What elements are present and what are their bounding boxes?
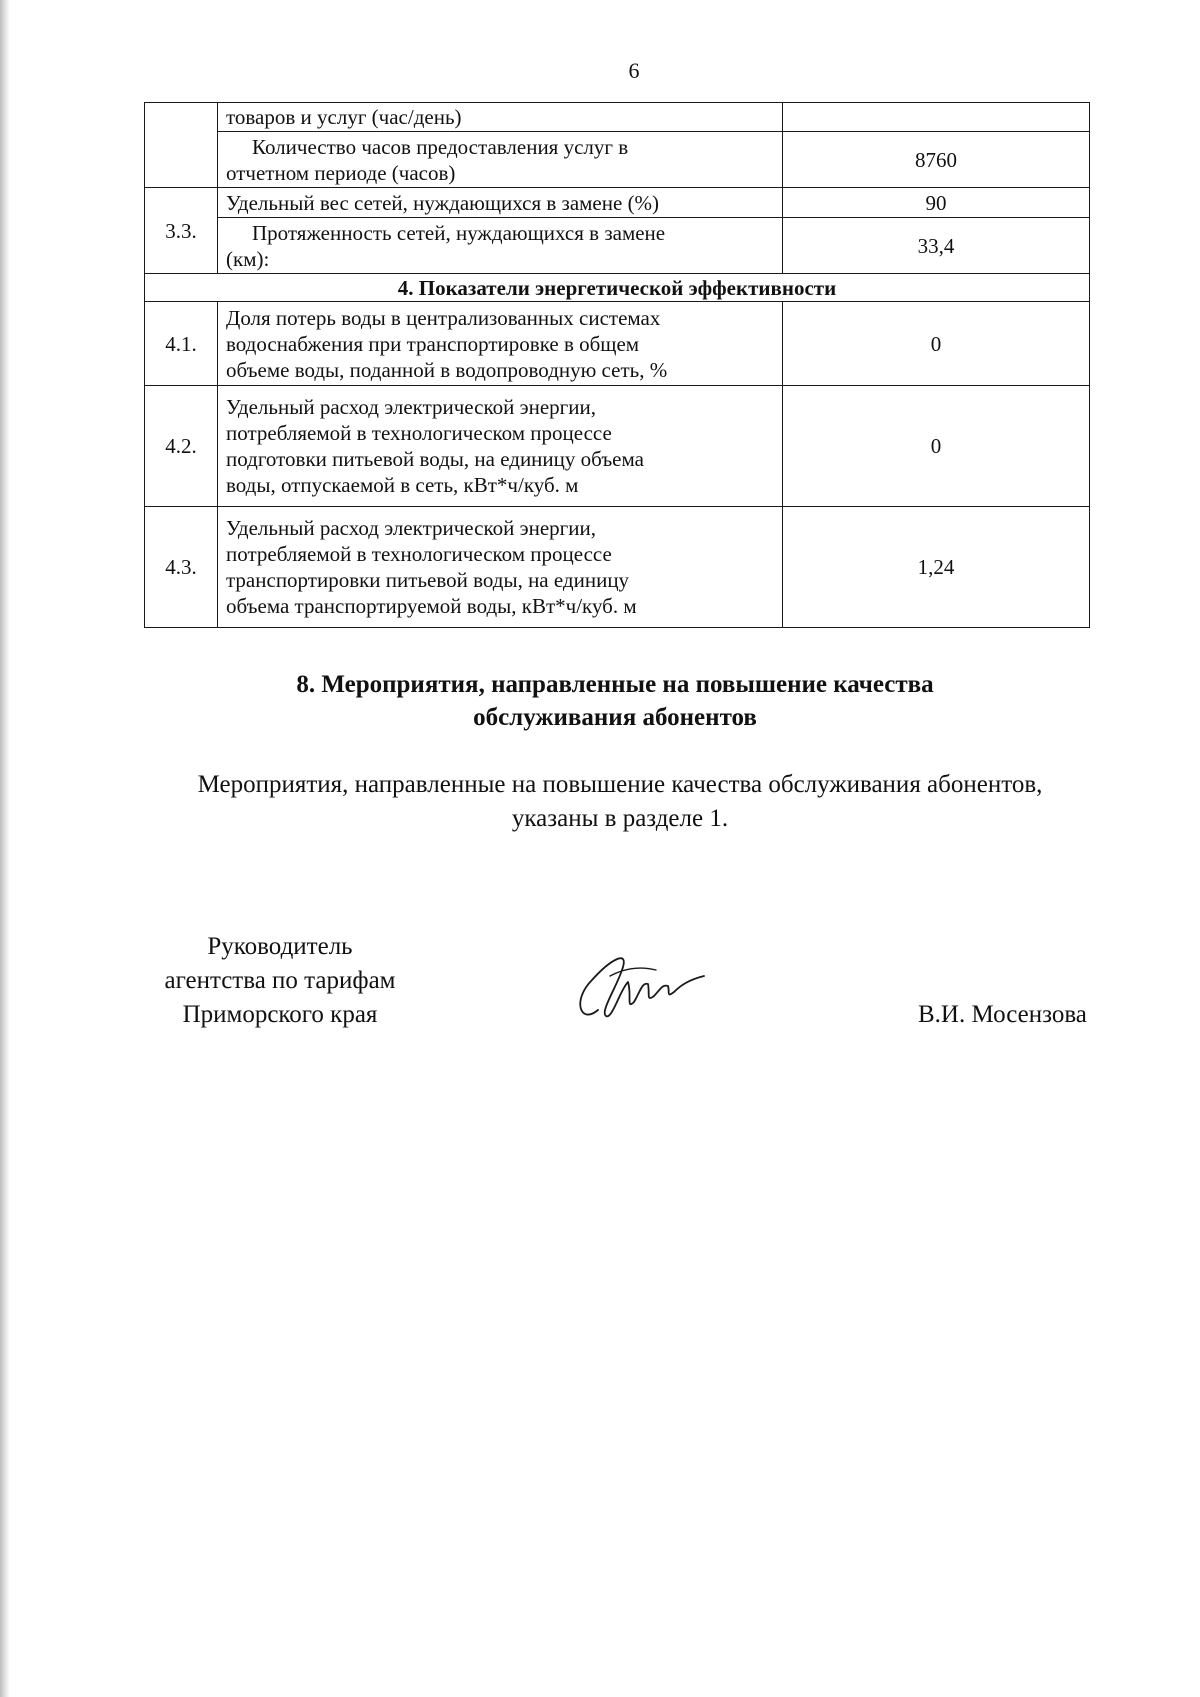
row-number: 4.1. xyxy=(145,302,218,386)
signer-position xyxy=(135,930,425,1032)
table-section-row xyxy=(145,274,1090,302)
body-line: указаны в разделе 1. xyxy=(511,805,729,832)
section-8-title xyxy=(200,668,1030,734)
table-cell xyxy=(218,103,783,132)
table-row xyxy=(145,507,1090,628)
row-description-line: транспортировки питьевой воды, на единицу xyxy=(226,568,630,592)
body-line: Мероприятия, направленные на повышение качества обслуживания абонентов, xyxy=(197,771,1043,798)
row-description-line: Удельный расход электрической энергии, xyxy=(226,395,597,419)
table-cell xyxy=(218,302,783,386)
signer-position-line: агентства по тарифам xyxy=(164,967,396,994)
row-description-line: потребляемой в технологическом процессе xyxy=(226,421,612,445)
table-cell xyxy=(218,386,783,507)
row-number-cell xyxy=(145,103,218,188)
signer-name: В.И. Мосензова xyxy=(918,1001,1087,1028)
row-value: 1,24 xyxy=(783,507,1090,628)
scan-edge-shadow xyxy=(0,0,10,1697)
row-description-line: Удельный расход электрической энергии, xyxy=(226,516,597,540)
row-description-line: Количество часов предоставления услуг в xyxy=(252,134,629,159)
table-row xyxy=(145,103,1090,132)
section-title-line: обслуживания абонентов xyxy=(473,704,757,731)
table-cell xyxy=(218,507,783,628)
section-8-body xyxy=(140,768,1100,836)
row-description-line: Протяженность сетей, нуждающихся в замене xyxy=(252,220,666,245)
table-cell xyxy=(218,132,783,188)
row-description-line: потребляемой в технологическом процессе xyxy=(226,542,612,566)
signer-position-line: Приморского края xyxy=(182,1001,378,1028)
page-number: 6 xyxy=(628,58,640,83)
row-description-line: водоснабжения при транспортировке в общем xyxy=(226,331,640,356)
signer-position-line: Руководитель xyxy=(207,933,353,960)
row-value: 0 xyxy=(783,302,1090,386)
row-description-line: воды, отпускаемой в сеть, кВт*ч/куб. м xyxy=(226,473,579,497)
handwritten-signature xyxy=(570,940,710,1030)
row-value: 0 xyxy=(783,386,1090,507)
row-description-line: Доля потерь воды в централизованных системах xyxy=(226,305,661,330)
row-value xyxy=(783,103,1090,132)
table-row xyxy=(145,218,1090,274)
row-value: 8760 xyxy=(783,132,1090,188)
row-description-line: объема транспортируемой воды, кВт*ч/куб. м xyxy=(226,594,637,618)
row-description-line: отчетном периоде (часов) xyxy=(226,160,456,185)
row-value: 90 xyxy=(783,188,1090,218)
row-description: Удельный вес сетей, нуждающихся в замене (%) xyxy=(226,190,660,215)
indicators-table xyxy=(144,102,1090,628)
row-number: 4.3. xyxy=(145,507,218,628)
section-heading: 4. Показатели энергетической эффективности xyxy=(145,274,1090,302)
row-number: 3.3. xyxy=(145,188,218,274)
table-cell xyxy=(218,188,783,218)
table-row xyxy=(145,386,1090,507)
row-value: 33,4 xyxy=(783,218,1090,274)
section-title-line: 8. Мероприятия, направленные на повышение качества xyxy=(296,671,934,698)
table-row xyxy=(145,188,1090,218)
row-description: товаров и услуг (час/день) xyxy=(226,105,462,129)
table-cell xyxy=(218,218,783,274)
row-number: 4.2. xyxy=(145,386,218,507)
row-description-line: (км): xyxy=(226,246,270,271)
row-description-line: объеме воды, поданной в водопроводную сеть, % xyxy=(226,357,668,382)
row-description-line: подготовки питьевой воды, на единицу объема xyxy=(226,447,644,471)
table-row xyxy=(145,132,1090,188)
table-row xyxy=(145,302,1090,386)
